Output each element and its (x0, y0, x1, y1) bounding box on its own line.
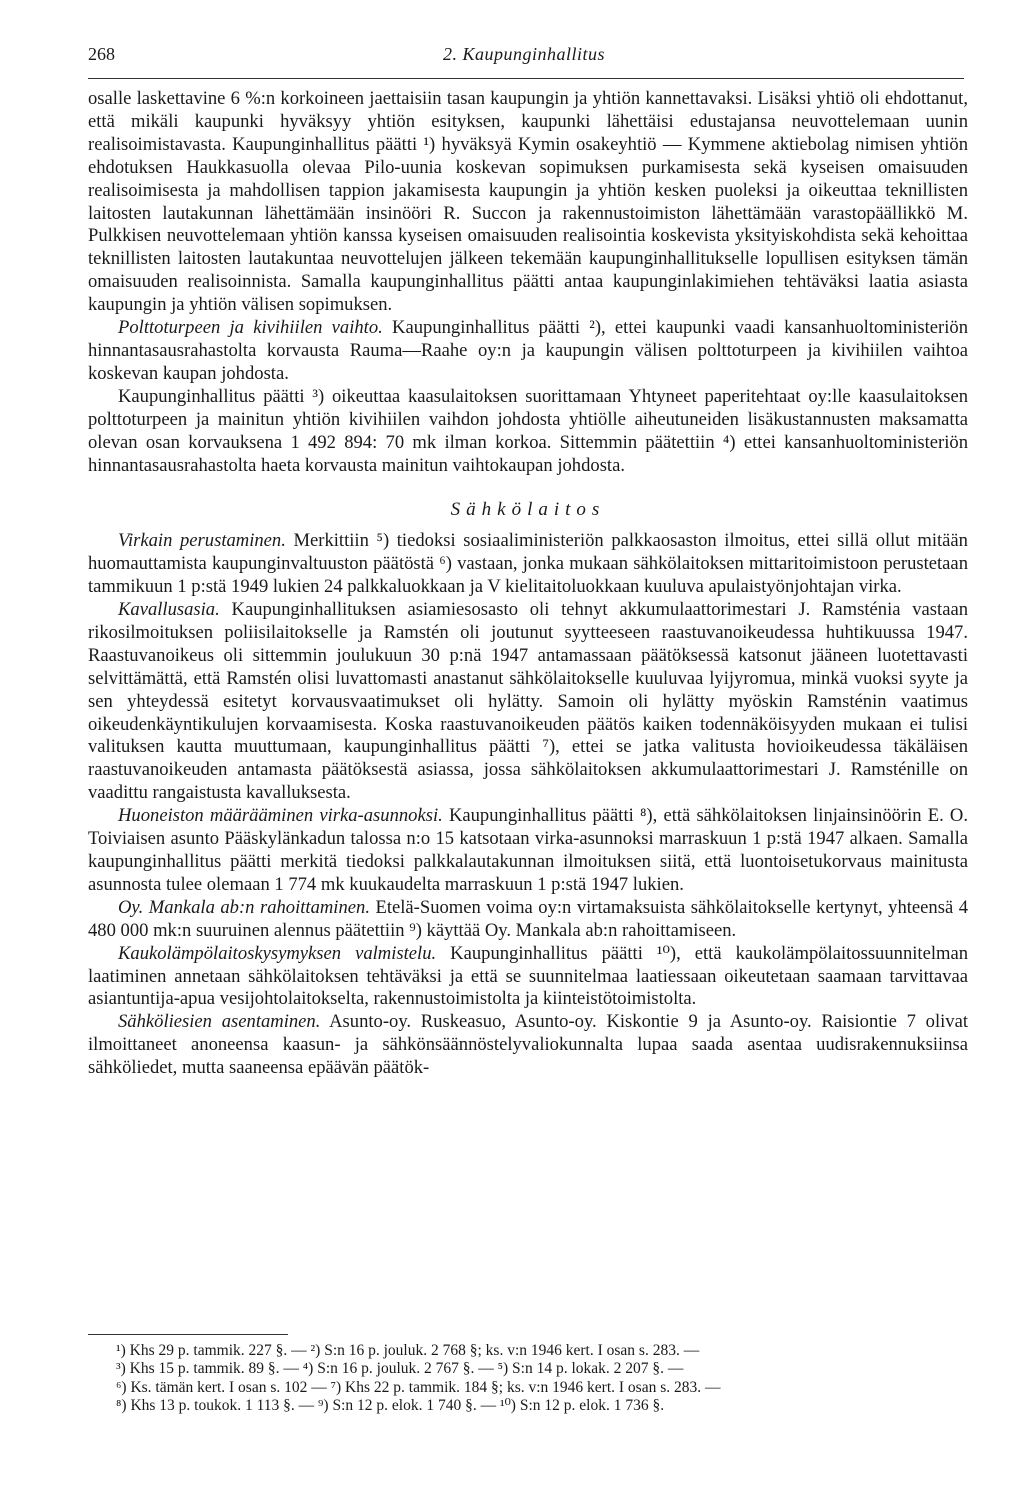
paragraph (88, 897, 968, 943)
footnote-divider (88, 1334, 288, 1335)
paragraph-text: osalle laskettavine 6 %:n korkoineen jaettaisiin tasan kaupungin ja yhtiön kannettavaksi. Lisäksi yhtiö oli ehdottanut, että mikäli kaupunki hyväksyy yhtiön esityksen, kaupunki lähettäisi edustajansa neuvottelemaan uunin realisoimistavasta. Kaupunginhallitus päätti ¹) hyväksyä Kymin osakeyhtiö — Kymmene aktiebolag nimisen yhtiön ehdotuksen Haukkasuolla olevaa Pilo-uunia koskevan sopimuksen purkamisesta sekä kyseisen omaisuuden realisoimisesta ja mahdollisen tappion jakamisesta kaupungin ja yhtiön kesken puoleksi ja oikeuttaa teknillisten laitosten lautakunnan lähettämään insinööri R. Succon ja rakennustoimiston lähettämään varastopäällikkö M. Pulkkisen neuvottelemaan yhtiön kanssa kyseisen omaisuuden realisointia koskevista yksityiskohdista sekä kehoittaa teknillisten laitosten lautakuntaa neuvottelujen jälkeen tekemään kaupunginhallitukselle lopullisen esityksen tämän omaisuuden realisoinnista. Samalla kaupunginhallitus päätti antaa kaupunginlakimiehen tehtäväksi laatia asiasta kaupungin ja yhtiön välisen sopimuksen. (88, 88, 968, 316)
footnote-line: ¹) Khs 29 p. tammik. 227 §. — ²) S:n 16 p. jouluk. 2 768 §; ks. v:n 1946 kert. I osan s. 283. — (116, 1342, 700, 1359)
paragraph-text: Etelä-Suomen voima oy:n virtamaksuista sähkölaitokselle kertynyt, yhteensä 4 480 000 mk:n suuruinen alennus päätettiin ⁹) käyttää Oy. Mankala ab:n rahoittamiseen. (88, 896, 968, 941)
paragraph-text: Kaupunginhallitus päätti ³) oikeuttaa kaasulaitoksen suorittamaan Yhtyneet paperitehtaat oy:lle kaasulaitoksen polttoturpeen ja mainitun yhtiön kivihiilen vaihdon johdosta yhtiölle aiheutuneiden lisäkustannusten maksamatta olevan osan korvauksena 1 492 894: 70 mk ilman korkoa. Sittemmin päätettiin ⁴) ettei kansanhuoltoministeriön hinnantasausrahastolta haeta korvausta mainitun vaihtokaupan johdosta. (88, 385, 968, 476)
runin-heading: Huoneiston määrääminen virka-asunnoksi. (118, 805, 443, 827)
runin-heading: Kaukolämpölaitoskysymyksen valmistelu. (118, 942, 437, 964)
body-text (88, 88, 968, 1080)
runin-heading: Polttoturpeen ja kivihiilen vaihto. (118, 317, 383, 339)
page-number: 268 (88, 44, 115, 64)
runin-heading: Kavallusasia. (118, 599, 220, 621)
paragraph (88, 1011, 968, 1080)
paragraph-text: Merkittiin ⁵) tiedoksi sosiaaliministeriön palkkaosaston ilmoitus, ettei sillä ollut mitään huomauttamista kaupunginvaltuuston päätöstä ⁶) vastaan, jonka mukaan sähkölaitoksen mittaritoimistoon perustetaan tammikuun 1 p:stä 1949 lukien 24 palkkaluokkaan ja V kielitaitoluokkaan kuuluva apulaistyönjohtajan virka. (88, 530, 968, 598)
paragraph (88, 805, 968, 897)
running-title: 2. Kaupunginhallitus (443, 44, 606, 64)
paragraph-text: Kaupunginhallitus päätti ²), ettei kaupunki vaadi kansanhuoltoministeriön hinnantasausrahastolta korvausta Rauma—Raahe oy:n ja kaupungin välisen polttoturpeen ja kivihiilen vaihtoa koskevan kaupan johdosta. (88, 317, 968, 384)
runin-heading: Virkain perustaminen. (118, 530, 286, 552)
footnotes (88, 1342, 968, 1416)
paragraph-text: Kaupunginhallitus päätti ¹⁰), että kaukolämpölaitossuunnitelman laatiminen annetaan sähkölaitoksen tehtäväksi ja että se suunnitelmaa laatiessaan oikeutetaan saamaan tarvittavaa asiantuntija-apua vesijohtolaitokselta, rakennustoimistolta ja kiinteistötoimistolta. (88, 942, 969, 1010)
paragraph (88, 317, 968, 386)
runin-heading: Sähköliesien asentaminen. (118, 1011, 321, 1033)
runin-heading: Oy. Mankala ab:n rahoittaminen. (118, 896, 370, 918)
paragraph-text: Asunto-oy. Ruskeasuo, Asunto-oy. Kiskontie 9 ja Asunto-oy. Raisiontie 7 olivat ilmoittaneet anoneensa kaasun- ja sähkönsäännöstelyvaliokunnalta lupaa saada asentaa uudisrakennuksiinsa sähköliedet, mutta saaneensa epäävän päätök- (88, 1011, 968, 1079)
paragraph (88, 943, 968, 1012)
paragraph (88, 599, 968, 805)
paragraph-text: Kaupunginhallitus päätti ⁸), että sähkölaitoksen linjainsinöörin E. O. Toiviaisen asunto Pääskylänkadun talossa n:o 15 katsotaan virka-asunnoksi marraskuun 1 p:stä 1947 alkaen. Samalla kaupunginhallitus päätti merkitä tiedoksi palkkalautakunnan ilmoituksen siitä, että luontoisetukorvaus mainitusta asunnosta tulee olemaan 1 774 mk kuukaudelta marraskuun 1 p:stä 1947 lukien. (88, 805, 968, 895)
footnote-line: ⁸) Khs 13 p. toukok. 1 113 §. — ⁹) S:n 12 p. elok. 1 740 §. — ¹⁰) S:n 12 p. elok. 1 736 §. (116, 1397, 665, 1415)
footnote-line: ⁶) Ks. tämän kert. I osan s. 102 — ⁷) Khs 22 p. tammik. 184 §; ks. v:n 1946 kert. I osan s. 283. — (116, 1378, 721, 1396)
paragraph (88, 88, 968, 317)
paragraph-text: Kaupunginhallituksen asiamiesosasto oli tehnyt akkumulaattorimestari J. Ramsténia vastaan rikosilmoituksen poliisilaitokselle ja Ramstén oli joutunut syytteeseen raastuvanoikeudessa huhtikuussa 1947. Raastuvanoikeus oli sittemmin joulukuun 30 p:nä 1947 antamassaan päätöksessä katsonut jääneen luotettavasti selvittämättä, että Ramstén olisi luvattomasti anastanut sähkölaitokselle kuuluvaa lyijyromua, minkä vuoksi syyte ja sen yhteydessä esitetyt korvausvaatimukset oli hylätty. Samoin oli hylätty myöskin Ramsténin vaatimus oikeudenkäyntikulujen korvaamisesta. Koska raastuvanoikeuden päätös kaiken todennäköisyyden mukaan ei tulisi valituksen kautta muuttumaan, kaupunginhallitus päätti ⁷), ettei se jatka valitusta hovioikeudessa täkäläisen raastuvanoikeuden antamasta päätöksestä asiassa, jossa sähkölaitoksen akkumulaattorimestari J. Ramsténille on vaadittu rangaistusta kavalluksesta. (88, 599, 968, 804)
paragraph (88, 386, 968, 478)
footnote-line: ³) Khs 15 p. tammik. 89 §. — ⁴) S:n 16 p. jouluk. 2 767 §. — ⁵) S:n 14 p. lokak. 2 207 §. — (116, 1360, 684, 1378)
section-title: Sähkölaitos (450, 499, 606, 521)
paragraph (88, 530, 968, 599)
page-header (88, 44, 964, 79)
